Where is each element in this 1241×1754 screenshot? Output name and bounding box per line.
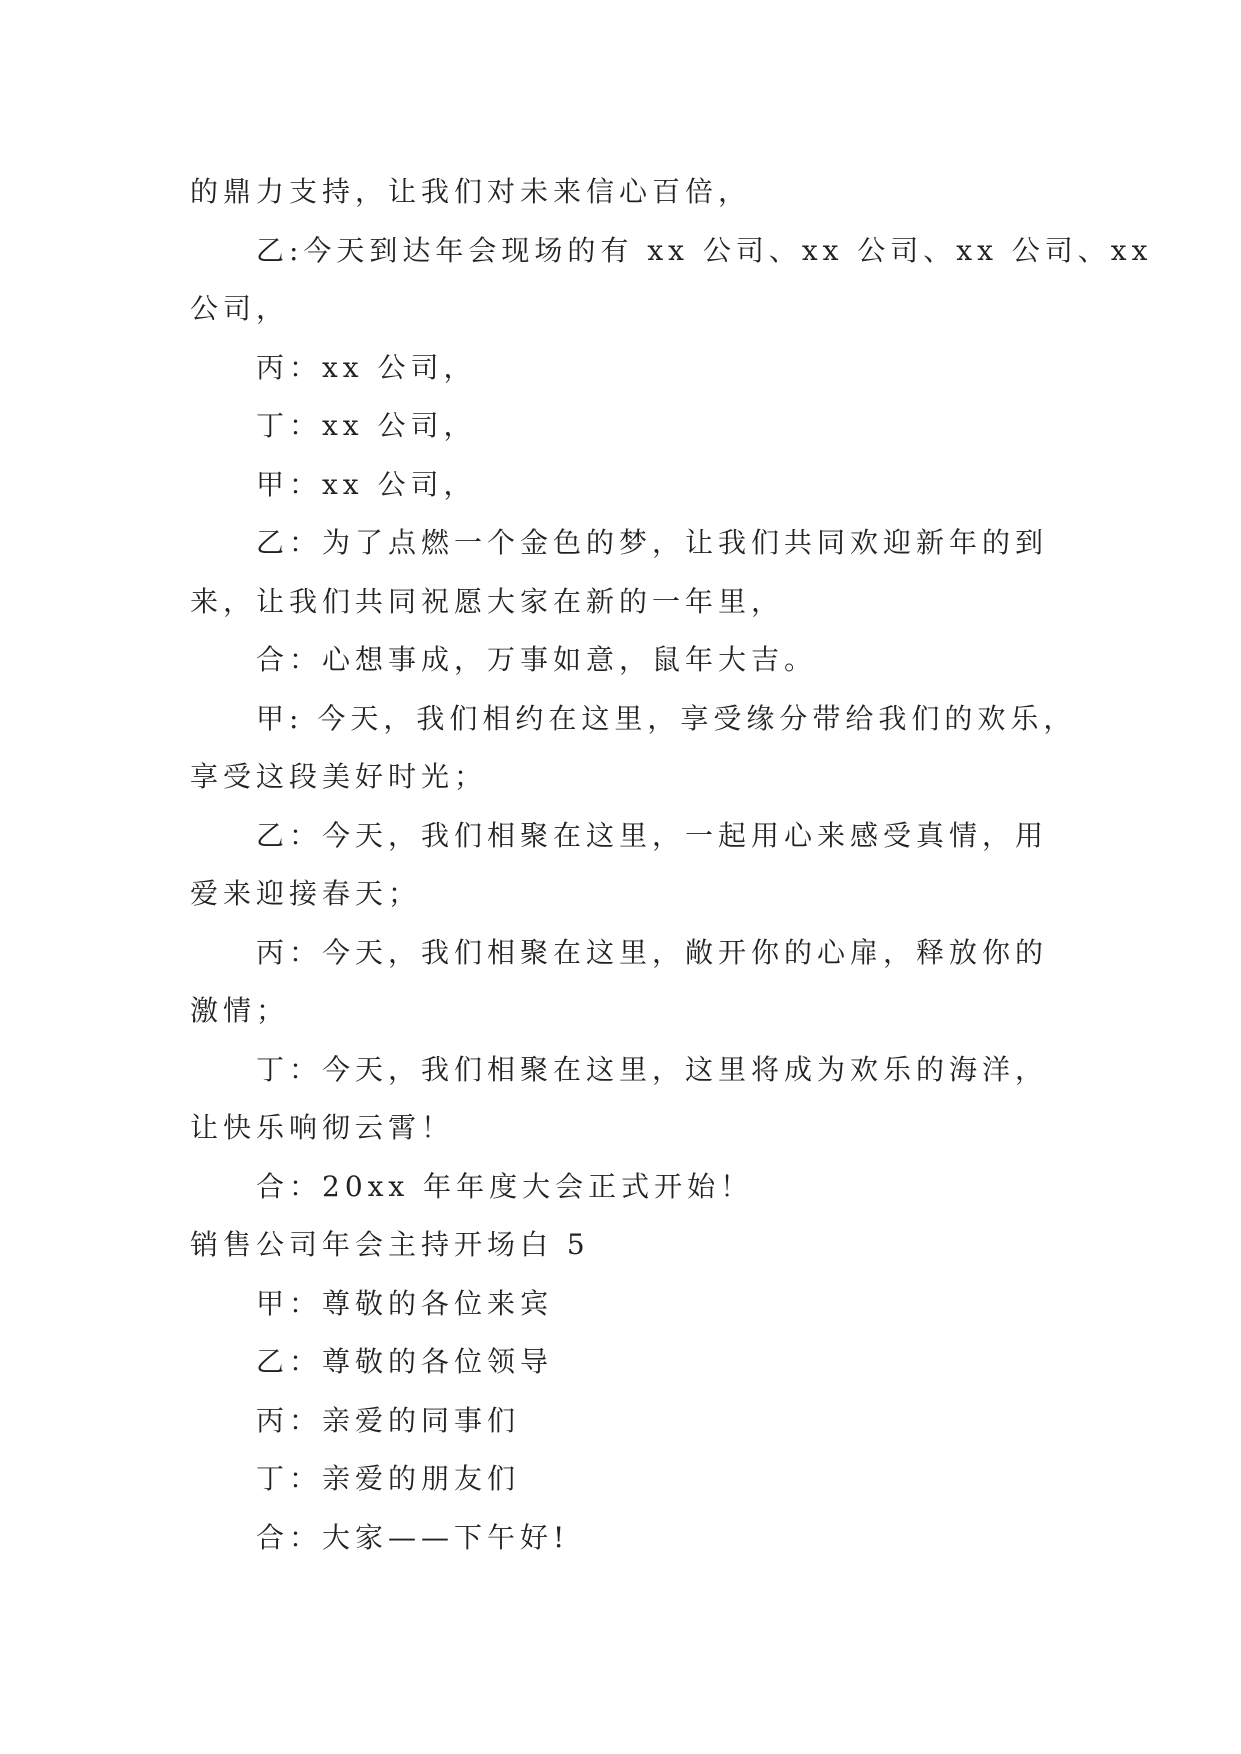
text-line: 丙：今天，我们相聚在这里，敞开你的心扉，释放你的 — [256, 935, 1049, 969]
text-line: 乙:今天到达年会现场的有 xx 公司、xx 公司、xx 公司、xx — [256, 233, 1153, 267]
text-line: 合：20xx 年年度大会正式开始！ — [256, 1169, 754, 1203]
text-line: 的鼎力支持，让我们对未来信心百倍， — [190, 175, 752, 208]
text-line: 来，让我们共同祝愿大家在新的一年里， — [190, 584, 785, 618]
text-line: 甲：尊敬的各位来宾 — [256, 1286, 554, 1320]
text-line: 丁：今天，我们相聚在这里，这里将成为欢乐的海洋， — [256, 1052, 1049, 1086]
text-line: 丁：xx 公司， — [256, 409, 477, 442]
text-line: 让快乐响彻云霄！ — [190, 1111, 455, 1144]
document-body — [190, 163, 1153, 1567]
text-line: 享受这段美好时光； — [190, 760, 488, 793]
text-line: 甲: 今天，我们相约在这里，享受缘分带给我们的欢乐， — [256, 701, 1077, 735]
text-line: 合：大家——下午好! — [256, 1520, 570, 1554]
text-line: 乙：尊敬的各位领导 — [256, 1345, 554, 1378]
text-line: 爱来迎接春天； — [190, 877, 422, 910]
section-heading: 销售公司年会主持开场白 5 — [190, 1228, 590, 1261]
text-line: 公司， — [190, 292, 290, 325]
text-line: 乙：今天，我们相聚在这里，一起用心来感受真情，用 — [256, 818, 1049, 852]
text-line: 丙：亲爱的同事们 — [256, 1403, 521, 1437]
text-line: 合：心想事成，万事如意，鼠年大吉。 — [256, 643, 818, 676]
text-line: 丁：亲爱的朋友们 — [256, 1462, 521, 1495]
text-line: 甲：xx 公司， — [256, 467, 477, 501]
text-line: 丙：xx 公司， — [256, 350, 477, 384]
text-line: 激情； — [190, 994, 290, 1027]
text-line: 乙：为了点燃一个金色的梦，让我们共同欢迎新年的到 — [256, 526, 1049, 559]
